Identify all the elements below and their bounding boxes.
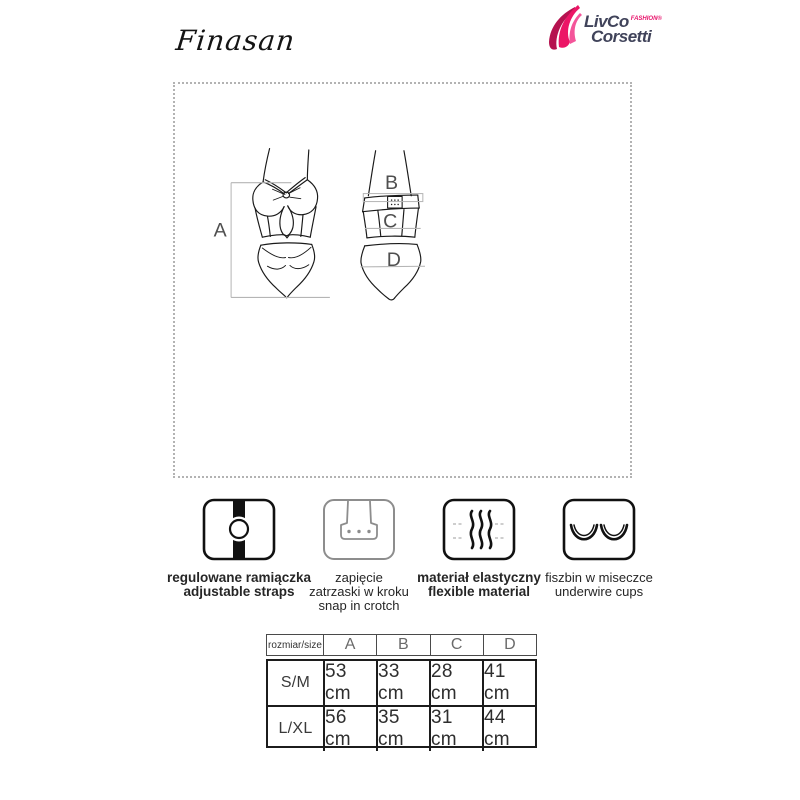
value-cell: 41 cm: [482, 661, 535, 705]
value-cell: 56 cm: [323, 707, 376, 751]
feature-underwire-cups: [514, 498, 684, 599]
flexible-material-icon: [442, 498, 516, 562]
front-view-drawing: [253, 149, 318, 298]
brand-logo: [541, 4, 662, 52]
logo-livco: LivCo: [584, 12, 629, 31]
feature-label: zapięcie zatrzaski w kroku snap in crotch: [309, 570, 409, 613]
value-cell: 44 cm: [482, 707, 535, 751]
logo-fashion: FASHION®: [630, 16, 662, 22]
header-cell-b: B: [376, 635, 429, 655]
feature-label: materiał elastyczny flexible material: [417, 570, 541, 599]
product-name: Finasan: [174, 24, 297, 57]
value-cell: 33 cm: [376, 661, 429, 705]
feature-label: fiszbin w miseczce underwire cups: [545, 570, 653, 599]
value-cell: 28 cm: [429, 661, 482, 705]
value-cell: 35 cm: [376, 707, 429, 751]
header-cell-a: A: [323, 635, 376, 655]
adjustable-straps-icon: [202, 498, 276, 562]
feature-label: regulowane ramiączka adjustable straps: [166, 570, 312, 599]
feature-icons-row: [0, 498, 800, 618]
measure-label-b: B: [385, 172, 399, 195]
measurement-diagram-box: [173, 82, 632, 478]
value-cell: 31 cm: [429, 707, 482, 751]
size-table-body: [266, 659, 537, 748]
table-row: [268, 705, 535, 751]
row-size-label: S/M: [280, 674, 311, 691]
clasp-detail: [388, 196, 403, 208]
header-cell-d: D: [483, 635, 536, 655]
bodysuit-diagram: [173, 82, 632, 478]
measure-label-d: D: [386, 249, 401, 272]
table-row: [268, 661, 535, 705]
logo-text: [584, 13, 662, 45]
measure-label-c: C: [383, 210, 398, 233]
header-cell-c: C: [430, 635, 483, 655]
size-table-header: [266, 634, 537, 656]
snap-in-crotch-icon: [322, 498, 396, 562]
measure-label-a: A: [213, 219, 227, 242]
logo-corsetti: Corsetti: [591, 27, 652, 46]
row-size-label: L/XL: [278, 720, 313, 737]
value-cell: 53 cm: [323, 661, 376, 705]
logo-swirl-icon: [541, 4, 583, 52]
underwire-cups-icon: [562, 498, 636, 562]
header-cell-size: rozmiar/size: [268, 639, 322, 651]
